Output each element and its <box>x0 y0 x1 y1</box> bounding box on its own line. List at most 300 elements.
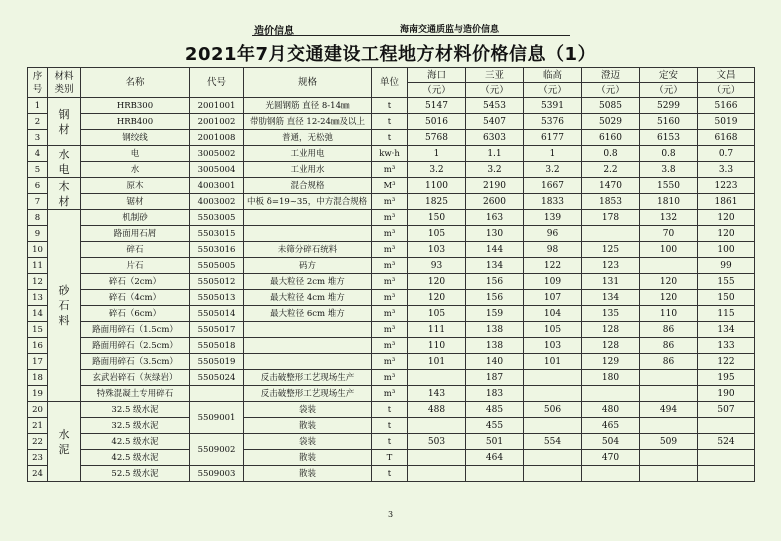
col-seq-header <box>28 68 48 98</box>
col-city-unit: （元） <box>524 83 582 98</box>
row-price: 101 <box>408 354 466 370</box>
row-spec: 散装 <box>244 466 372 482</box>
row-price: 195 <box>698 370 755 386</box>
row-code: 3005002 <box>190 146 244 162</box>
row-price: 1810 <box>640 194 698 210</box>
row-name: HRB400 <box>81 114 190 130</box>
row-price: 132 <box>640 210 698 226</box>
row-unit: t <box>372 130 408 146</box>
row-price: 455 <box>466 418 524 434</box>
row-name: 碎石 <box>81 242 190 258</box>
row-spec: 袋装 <box>244 434 372 450</box>
row-spec: 袋装 <box>244 402 372 418</box>
col-code-header: 代号 <box>190 68 244 98</box>
row-seq: 22 <box>28 434 48 450</box>
row-price: 5391 <box>524 98 582 114</box>
row-price: 135 <box>582 306 640 322</box>
row-unit: m³ <box>372 210 408 226</box>
row-price: 150 <box>698 290 755 306</box>
header-rule <box>252 35 570 36</box>
row-name: 片石 <box>81 258 190 274</box>
row-price: 506 <box>524 402 582 418</box>
row-price: 0.7 <box>698 146 755 162</box>
row-price: 1223 <box>698 178 755 194</box>
row-seq: 19 <box>28 386 48 402</box>
row-price: 86 <box>640 354 698 370</box>
row-name: 52.5 级水泥 <box>81 466 190 482</box>
row-price: 3.8 <box>640 162 698 178</box>
row-code: 5505024 <box>190 370 244 386</box>
row-unit: T <box>372 450 408 466</box>
row-code: 5503005 <box>190 210 244 226</box>
row-seq: 14 <box>28 306 48 322</box>
row-price <box>582 466 640 482</box>
row-seq: 21 <box>28 418 48 434</box>
row-spec: 散装 <box>244 418 372 434</box>
row-price: 5147 <box>408 98 466 114</box>
row-unit: t <box>372 466 408 482</box>
category-char: 水 <box>58 427 70 441</box>
row-code: 5503015 <box>190 226 244 242</box>
row-price: 6153 <box>640 130 698 146</box>
table-row <box>28 210 755 226</box>
row-price: 120 <box>698 226 755 242</box>
row-price: 180 <box>582 370 640 386</box>
row-price: 3.2 <box>524 162 582 178</box>
row-seq: 24 <box>28 466 48 482</box>
row-seq: 17 <box>28 354 48 370</box>
row-price: 105 <box>408 226 466 242</box>
row-price: 5160 <box>640 114 698 130</box>
row-price: 104 <box>524 306 582 322</box>
row-name: 玄武岩碎石（灰绿岩） <box>81 370 190 386</box>
row-price: 6303 <box>466 130 524 146</box>
row-seq: 13 <box>28 290 48 306</box>
row-price: 122 <box>524 258 582 274</box>
row-price: 554 <box>524 434 582 450</box>
row-spec: 带肋钢筋 直径 12-24㎜及以上 <box>244 114 372 130</box>
row-price: 122 <box>698 354 755 370</box>
table-row <box>28 450 755 466</box>
row-price: 2600 <box>466 194 524 210</box>
row-seq: 5 <box>28 162 48 178</box>
row-price: 5166 <box>698 98 755 114</box>
row-price: 5453 <box>466 98 524 114</box>
row-price: 0.8 <box>640 146 698 162</box>
row-spec: 码方 <box>244 258 372 274</box>
row-code: 5509001 <box>190 402 244 434</box>
row-spec <box>244 338 372 354</box>
table-row <box>28 322 755 338</box>
row-spec: 光圆钢筋 直径 8-14㎜ <box>244 98 372 114</box>
row-price: 123 <box>582 258 640 274</box>
row-price <box>408 418 466 434</box>
row-price: 5085 <box>582 98 640 114</box>
row-unit: m³ <box>372 370 408 386</box>
table-row <box>28 290 755 306</box>
row-price: 131 <box>582 274 640 290</box>
page-title: 2021年7月交通建设工程地方材料价格信息（1） <box>184 44 597 65</box>
table-row <box>28 146 755 162</box>
row-unit: m³ <box>372 274 408 290</box>
row-price: 120 <box>408 290 466 306</box>
row-price: 1470 <box>582 178 640 194</box>
row-spec <box>244 354 372 370</box>
row-name: 42.5 级水泥 <box>81 450 190 466</box>
row-price: 3.2 <box>466 162 524 178</box>
row-price <box>408 466 466 482</box>
row-price: 1 <box>524 146 582 162</box>
row-price: 107 <box>524 290 582 306</box>
row-name: 电 <box>81 146 190 162</box>
row-price <box>524 370 582 386</box>
row-price <box>524 466 582 482</box>
row-seq: 7 <box>28 194 48 210</box>
row-price: 100 <box>698 242 755 258</box>
row-price: 1861 <box>698 194 755 210</box>
row-price: 494 <box>640 402 698 418</box>
row-price: 110 <box>640 306 698 322</box>
category-cell <box>48 402 81 482</box>
row-code: 5505014 <box>190 306 244 322</box>
row-price: 509 <box>640 434 698 450</box>
table-row <box>28 354 755 370</box>
row-price: 130 <box>466 226 524 242</box>
row-spec: 散装 <box>244 450 372 466</box>
row-code: 5505018 <box>190 338 244 354</box>
row-seq: 23 <box>28 450 48 466</box>
row-price <box>408 370 466 386</box>
table-row <box>28 418 755 434</box>
row-seq: 15 <box>28 322 48 338</box>
row-name: 机制砂 <box>81 210 190 226</box>
category-cell <box>48 178 81 210</box>
row-price: 183 <box>466 386 524 402</box>
row-price: 5029 <box>582 114 640 130</box>
row-name: 42.5 级水泥 <box>81 434 190 450</box>
row-unit: m³ <box>372 290 408 306</box>
table-row <box>28 466 755 482</box>
row-price <box>640 370 698 386</box>
row-price <box>466 466 524 482</box>
row-code <box>190 386 244 402</box>
row-unit: m³ <box>372 194 408 210</box>
row-price: 111 <box>408 322 466 338</box>
category-char: 电 <box>58 162 70 176</box>
col-city-header: 文昌 <box>698 68 755 83</box>
row-price: 485 <box>466 402 524 418</box>
row-price: 86 <box>640 322 698 338</box>
row-price: 1 <box>408 146 466 162</box>
row-price: 1853 <box>582 194 640 210</box>
row-unit: kw·h <box>372 146 408 162</box>
header-right: 海南交通质监与造价信息 <box>400 25 500 35</box>
header-row-1 <box>28 68 755 83</box>
row-price: 5299 <box>640 98 698 114</box>
row-seq: 3 <box>28 130 48 146</box>
row-price <box>698 418 755 434</box>
row-unit: m³ <box>372 338 408 354</box>
col-city-header: 澄迈 <box>582 68 640 83</box>
row-price: 524 <box>698 434 755 450</box>
row-code: 5505005 <box>190 258 244 274</box>
col-city-header: 海口 <box>408 68 466 83</box>
category-char: 材 <box>58 194 70 208</box>
col-city-unit: （元） <box>408 83 466 98</box>
row-price: 5407 <box>466 114 524 130</box>
category-cell <box>48 146 81 178</box>
row-price: 139 <box>524 210 582 226</box>
row-name: HRB300 <box>81 98 190 114</box>
category-cell <box>48 98 81 146</box>
category-char: 石 <box>58 299 70 312</box>
row-price: 103 <box>524 338 582 354</box>
col-unit-header: 单位 <box>372 68 408 98</box>
row-unit: m³ <box>372 306 408 322</box>
row-spec: 中板 δ=19~35，中方混合规格 <box>244 194 372 210</box>
row-price: 105 <box>408 306 466 322</box>
table-row <box>28 114 755 130</box>
table-row <box>28 338 755 354</box>
row-price: 2.2 <box>582 162 640 178</box>
row-price: 134 <box>582 290 640 306</box>
category-char: 砂 <box>58 284 70 297</box>
row-seq: 6 <box>28 178 48 194</box>
row-price: 70 <box>640 226 698 242</box>
row-price: 501 <box>466 434 524 450</box>
row-seq: 4 <box>28 146 48 162</box>
row-price: 488 <box>408 402 466 418</box>
row-code: 5505013 <box>190 290 244 306</box>
row-price: 120 <box>698 210 755 226</box>
row-price: 163 <box>466 210 524 226</box>
col-city-header: 三亚 <box>466 68 524 83</box>
row-price: 0.8 <box>582 146 640 162</box>
row-name: 碎石（4cm） <box>81 290 190 306</box>
row-spec <box>244 210 372 226</box>
row-unit: t <box>372 434 408 450</box>
row-seq: 1 <box>28 98 48 114</box>
row-seq: 8 <box>28 210 48 226</box>
row-name: 路面用碎石（2.5cm） <box>81 338 190 354</box>
table-row <box>28 130 755 146</box>
row-unit: t <box>372 114 408 130</box>
row-seq: 12 <box>28 274 48 290</box>
row-name: 水 <box>81 162 190 178</box>
row-code: 4003002 <box>190 194 244 210</box>
table-row <box>28 178 755 194</box>
row-code: 3005004 <box>190 162 244 178</box>
row-spec: 工业用电 <box>244 146 372 162</box>
row-price: 109 <box>524 274 582 290</box>
row-spec: 混合规格 <box>244 178 372 194</box>
row-price: 129 <box>582 354 640 370</box>
row-spec: 反击破整形工艺现场生产 <box>244 386 372 402</box>
row-price: 5019 <box>698 114 755 130</box>
row-price <box>640 466 698 482</box>
row-price: 2190 <box>466 178 524 194</box>
table-row <box>28 98 755 114</box>
row-price: 503 <box>408 434 466 450</box>
col-seq-header-line1: 序 <box>32 70 43 82</box>
row-name: 路面用碎石（1.5cm） <box>81 322 190 338</box>
row-price: 6160 <box>582 130 640 146</box>
category-char: 料 <box>58 314 70 327</box>
table-row <box>28 402 755 418</box>
row-unit: M³ <box>372 178 408 194</box>
row-spec <box>244 322 372 338</box>
row-price: 1100 <box>408 178 466 194</box>
col-city-header: 定安 <box>640 68 698 83</box>
row-code: 2001001 <box>190 98 244 114</box>
row-price: 100 <box>640 242 698 258</box>
row-spec <box>244 226 372 242</box>
row-name: 原木 <box>81 178 190 194</box>
row-price: 103 <box>408 242 466 258</box>
row-price: 101 <box>524 354 582 370</box>
row-name: 锯材 <box>81 194 190 210</box>
row-price: 1.1 <box>466 146 524 162</box>
col-city-unit: （元） <box>640 83 698 98</box>
row-price: 138 <box>466 338 524 354</box>
row-price <box>698 450 755 466</box>
row-price: 3.3 <box>698 162 755 178</box>
row-price: 120 <box>640 274 698 290</box>
col-seq-header-line2: 号 <box>32 83 43 95</box>
table-row <box>28 194 755 210</box>
row-name: 32.5 级水泥 <box>81 402 190 418</box>
row-price <box>524 386 582 402</box>
table-row <box>28 162 755 178</box>
row-price: 120 <box>640 290 698 306</box>
row-price <box>640 258 698 274</box>
category-char: 材 <box>58 122 70 136</box>
row-price: 1833 <box>524 194 582 210</box>
price-table <box>27 67 755 482</box>
row-price <box>640 386 698 402</box>
row-price: 134 <box>698 322 755 338</box>
row-price <box>408 450 466 466</box>
row-price: 190 <box>698 386 755 402</box>
category-char: 木 <box>58 179 70 193</box>
row-code: 2001002 <box>190 114 244 130</box>
row-unit: m³ <box>372 258 408 274</box>
row-price: 150 <box>408 210 466 226</box>
row-seq: 20 <box>28 402 48 418</box>
category-char: 钢 <box>58 107 70 121</box>
row-price: 125 <box>582 242 640 258</box>
row-price: 155 <box>698 274 755 290</box>
row-spec: 工业用水 <box>244 162 372 178</box>
row-seq: 11 <box>28 258 48 274</box>
col-category-header-line1: 材料 <box>54 70 74 82</box>
row-price: 138 <box>466 322 524 338</box>
row-price: 1550 <box>640 178 698 194</box>
row-price: 115 <box>698 306 755 322</box>
row-price: 134 <box>466 258 524 274</box>
row-unit: m³ <box>372 322 408 338</box>
row-price: 504 <box>582 434 640 450</box>
row-price: 5376 <box>524 114 582 130</box>
row-price: 110 <box>408 338 466 354</box>
row-price: 465 <box>582 418 640 434</box>
row-price: 98 <box>524 242 582 258</box>
row-code: 5505019 <box>190 354 244 370</box>
row-name: 碎石（2cm） <box>81 274 190 290</box>
col-city-unit: （元） <box>466 83 524 98</box>
row-name: 32.5 级水泥 <box>81 418 190 434</box>
row-price <box>640 450 698 466</box>
row-name: 碎石（6cm） <box>81 306 190 322</box>
table-row <box>28 258 755 274</box>
col-category-header <box>48 68 81 98</box>
row-price: 144 <box>466 242 524 258</box>
row-unit: m³ <box>372 226 408 242</box>
row-name: 路面用碎石（3.5cm） <box>81 354 190 370</box>
row-unit: m³ <box>372 242 408 258</box>
col-name-header: 名称 <box>81 68 190 98</box>
row-price: 1825 <box>408 194 466 210</box>
row-price: 156 <box>466 290 524 306</box>
row-code: 5509003 <box>190 466 244 482</box>
row-code: 5503016 <box>190 242 244 258</box>
row-unit: m³ <box>372 162 408 178</box>
table-row <box>28 242 755 258</box>
row-seq: 2 <box>28 114 48 130</box>
row-price: 143 <box>408 386 466 402</box>
row-seq: 18 <box>28 370 48 386</box>
category-char: 水 <box>58 147 70 161</box>
row-name: 钢绞线 <box>81 130 190 146</box>
row-seq: 16 <box>28 338 48 354</box>
category-cell <box>48 210 81 402</box>
row-price: 159 <box>466 306 524 322</box>
row-price: 470 <box>582 450 640 466</box>
row-price: 5768 <box>408 130 466 146</box>
row-name: 特殊混凝土专用碎石 <box>81 386 190 402</box>
col-city-unit: （元） <box>698 83 755 98</box>
row-price: 140 <box>466 354 524 370</box>
col-city-unit: （元） <box>582 83 640 98</box>
row-price: 156 <box>466 274 524 290</box>
table-row <box>28 386 755 402</box>
row-seq: 9 <box>28 226 48 242</box>
row-price <box>582 386 640 402</box>
row-price: 5016 <box>408 114 466 130</box>
row-price: 6177 <box>524 130 582 146</box>
row-price <box>640 418 698 434</box>
row-price: 133 <box>698 338 755 354</box>
row-price: 480 <box>582 402 640 418</box>
row-code: 5509002 <box>190 434 244 466</box>
header-left: 造价信息 <box>254 26 294 37</box>
col-spec-header: 规格 <box>244 68 372 98</box>
row-price <box>524 450 582 466</box>
row-name: 路面用石屑 <box>81 226 190 242</box>
row-price: 105 <box>524 322 582 338</box>
col-city-header: 临高 <box>524 68 582 83</box>
category-char: 泥 <box>58 442 70 456</box>
row-price: 93 <box>408 258 466 274</box>
table-row <box>28 226 755 242</box>
row-code: 5505017 <box>190 322 244 338</box>
row-code: 4003001 <box>190 178 244 194</box>
row-price: 1667 <box>524 178 582 194</box>
row-price: 178 <box>582 210 640 226</box>
row-price <box>698 466 755 482</box>
row-price: 96 <box>524 226 582 242</box>
row-code: 2001008 <box>190 130 244 146</box>
